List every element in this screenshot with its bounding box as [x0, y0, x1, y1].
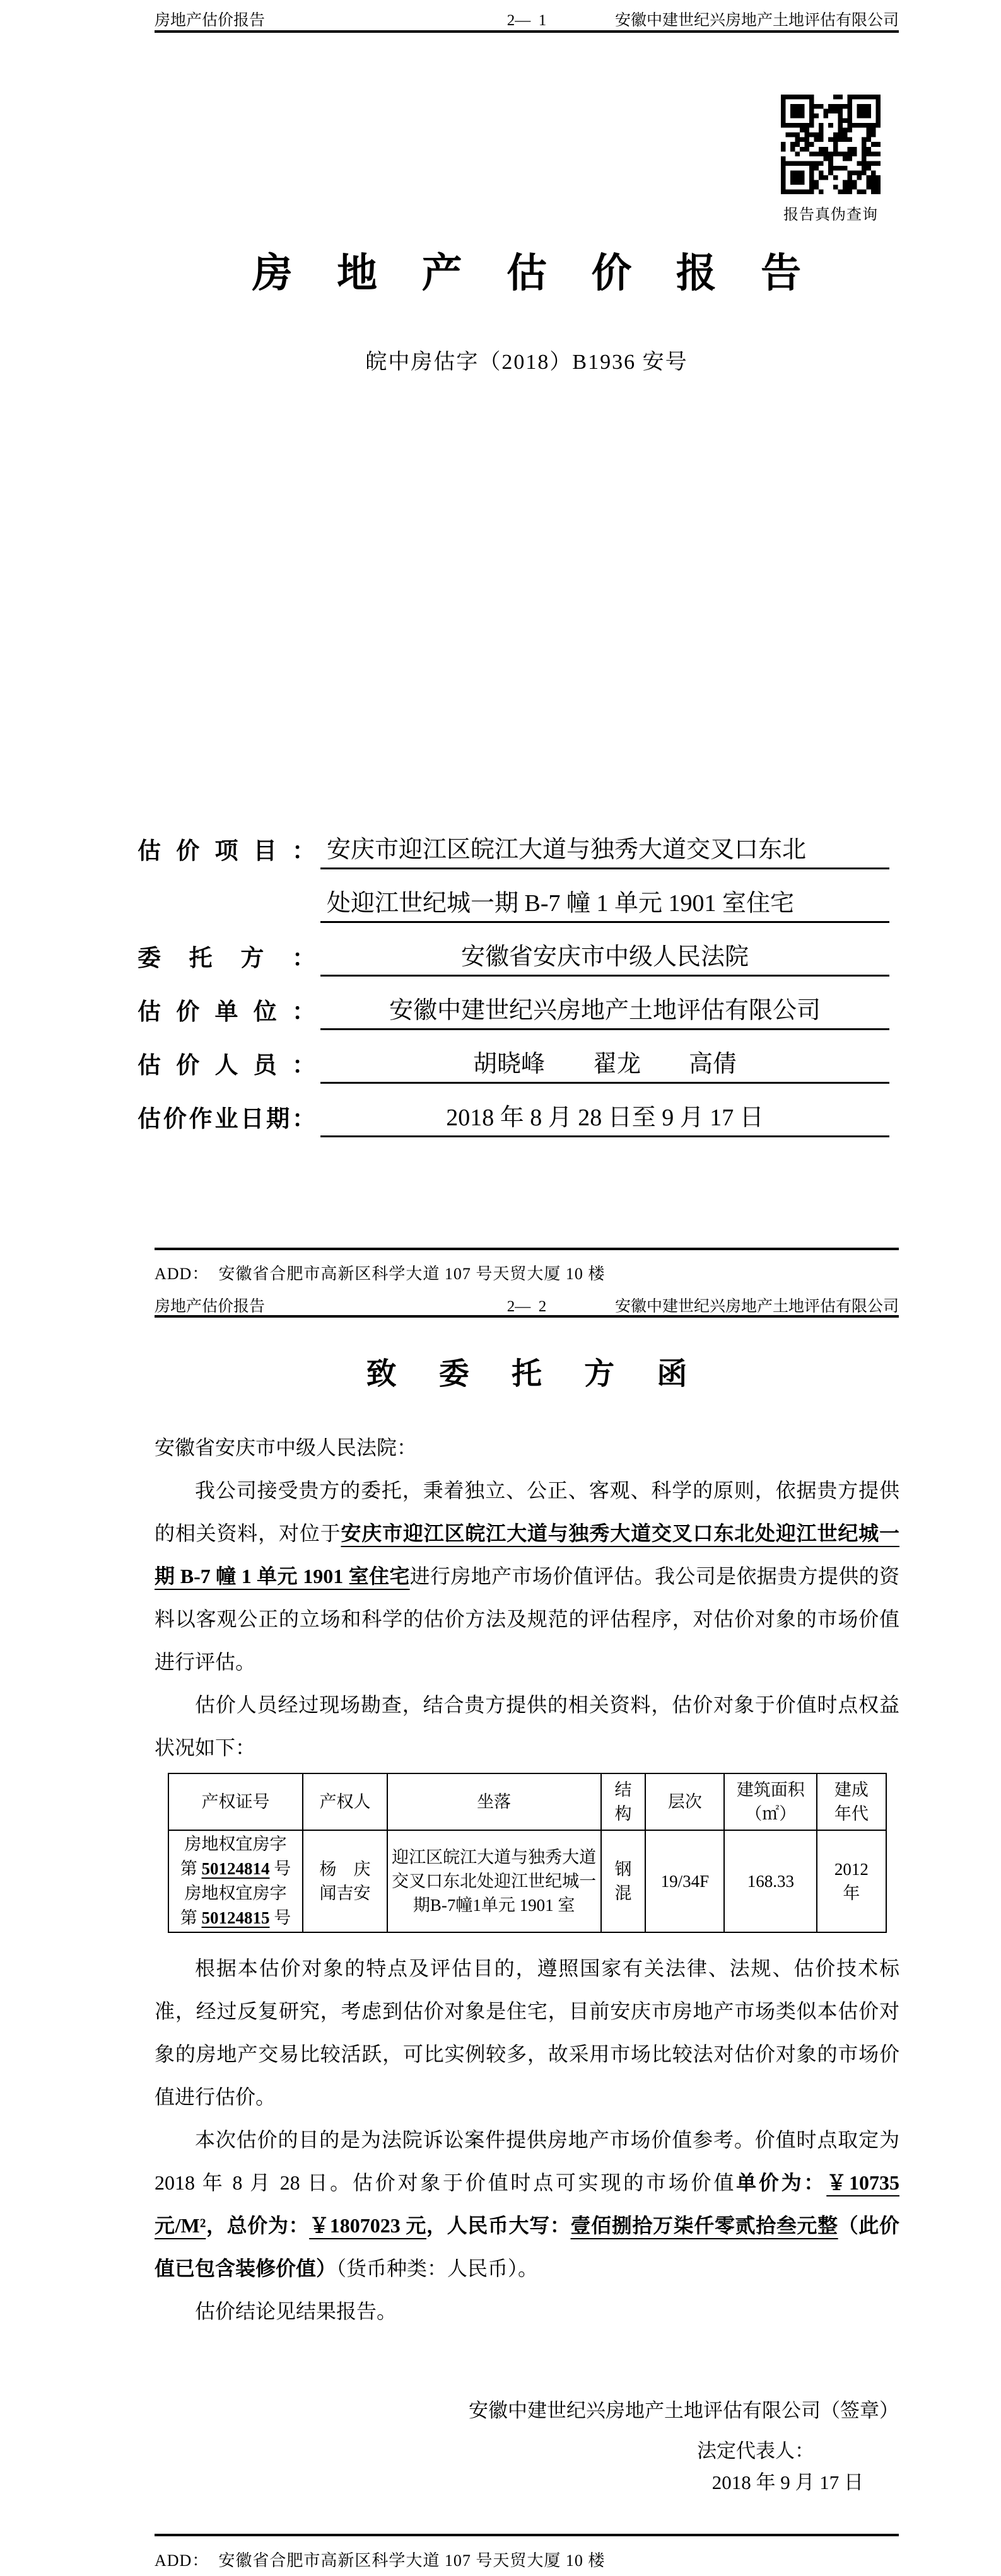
col-location: 坐落 — [387, 1773, 601, 1830]
total-price-value: ￥1807023 元 — [309, 2214, 427, 2237]
paragraph-5: 估价结论见结果报告。 — [195, 2300, 397, 2323]
letter-body — [155, 1426, 899, 2333]
unit-price-value: ￥10735 元/M² — [155, 2171, 899, 2237]
cell-location: 迎江区皖江大道与独秀大道交叉口东北处迎江世纪城一期B-7幢1单元 1901 室 — [387, 1830, 601, 1932]
table-row — [168, 1830, 886, 1932]
cert-prefix: 第 — [180, 1908, 197, 1927]
field-agency-value: 安徽中建世纪兴房地产土地评估有限公司 — [320, 995, 889, 1030]
field-row-date — [138, 1084, 889, 1137]
field-project-value-line1: 安庆市迎江区皖江大道与独秀大道交叉口东北 — [320, 834, 889, 869]
col-year-line1: 建成 — [834, 1780, 869, 1799]
field-row-project-cont — [138, 869, 889, 923]
field-date-label: 估价作业日期： — [138, 1106, 315, 1132]
field-row-client — [138, 923, 889, 977]
running-head-doc-type: 房地产估价报告 — [155, 1298, 266, 1315]
col-area — [724, 1773, 817, 1830]
cert-suffix: 号 — [274, 1908, 291, 1927]
structure-line2: 混 — [614, 1884, 632, 1903]
signature-legal-rep: 法定代表人： — [697, 2440, 814, 2462]
cert-no-2: 50124815 — [201, 1908, 270, 1927]
field-client-label: 委托方： — [138, 946, 315, 972]
property-rights-table — [168, 1773, 887, 1933]
total-price-label: 总价为： — [226, 2214, 310, 2237]
field-agency-label: 估价单位： — [138, 999, 315, 1025]
col-year-built — [817, 1773, 886, 1830]
paragraph-4-text: 本次估价的目的是为法院诉讼案件提供房地产市场价值参考。价值时点取定为 2018 年 8 月 28 日。估价对象于价值时点可实现的市场价值 — [155, 2128, 899, 2194]
page2-header-rule — [155, 1315, 899, 1318]
report-number: 皖中房估字（2018）B1936 安号 — [365, 351, 688, 374]
running-head-page-number: 2— 1 — [506, 12, 547, 29]
subject-property-emphasis: 安庆市迎江区皖江大道与独秀大道交叉口东北处迎江世纪城一期 B-7 幢 1 单元 1901 室住宅 — [155, 1522, 899, 1587]
qr-code — [781, 95, 881, 194]
col-area-line2: （㎡） — [745, 1804, 797, 1823]
cert-text: 房地权宜房字 — [184, 1884, 287, 1903]
field-row-agency — [138, 977, 889, 1030]
col-structure-line2: 构 — [614, 1804, 632, 1823]
year-line1: 2012 — [834, 1860, 869, 1879]
cert-prefix: 第 — [180, 1859, 197, 1878]
col-structure-line1: 结 — [614, 1780, 632, 1799]
unit-price-label: 单价为： — [736, 2171, 827, 2194]
qr-caption: 报告真伪查询 — [783, 207, 878, 223]
cell-area: 168.33 — [724, 1830, 817, 1932]
year-line2: 年 — [843, 1884, 860, 1903]
report-title: 房地产估价报告 — [252, 251, 846, 296]
col-owner: 产权人 — [303, 1773, 387, 1830]
field-staff-label: 估价人员： — [138, 1053, 315, 1079]
salutation: 安徽省安庆市中级人民法院： — [155, 1436, 418, 1459]
cell-owner — [303, 1830, 387, 1932]
page2-footer-rule — [155, 2534, 899, 2536]
cell-year-built — [817, 1830, 886, 1932]
running-head-page-number: 2— 2 — [506, 1298, 547, 1315]
running-head-company: 安徽中建世纪兴房地产土地评估有限公司 — [614, 12, 899, 29]
field-label-spacer — [138, 920, 315, 923]
field-project-label: 估价项目： — [138, 838, 315, 864]
paragraph-4 — [155, 2118, 899, 2290]
col-area-line1: 建筑面积 — [736, 1780, 805, 1799]
cell-cert-number — [168, 1830, 303, 1932]
cert-suffix: 号 — [274, 1859, 291, 1878]
qr-block — [781, 95, 881, 224]
paragraph-1-text: 进行房地产市场价值评估。我公司是依据贵方提供的资料以客观公正的立场和科学的估价方法及规范的评估程序，对估价对象的市场价值进行评估。 — [155, 1565, 899, 1673]
paragraph-3: 根据本估价对象的特点及评估目的，遵照国家有关法律、法规、估价技术标准，经过反复研究，考虑到估价对象是住宅，目前安庆市房地产市场类似本估价对象的房地产交易比较活跃，可比实例较多，故采用市场比较法对估价对象的市场价值进行估价。 — [155, 1957, 899, 2108]
col-year-line2: 年代 — [834, 1804, 869, 1823]
field-client-value: 安徽省安庆市中级人民法院 — [320, 941, 889, 977]
page2-running-head — [155, 1294, 899, 1316]
paragraph-1 — [155, 1469, 899, 1683]
field-project-value-line2: 处迎江世纪城一期 B-7 幢 1 单元 1901 室住宅 — [320, 888, 889, 923]
cell-floor: 19/34F — [645, 1830, 724, 1932]
owner-name-2: 闻吉安 — [319, 1884, 371, 1903]
running-head-doc-type: 房地产估价报告 — [155, 12, 266, 29]
cover-fields — [138, 816, 889, 1137]
field-date-value: 2018 年 8 月 28 日至 9 月 17 日 — [320, 1102, 889, 1137]
structure-line1: 钢 — [614, 1860, 632, 1879]
signature-company: 安徽中建世纪兴房地产土地评估有限公司（签章） — [469, 2399, 899, 2422]
table-header-row — [168, 1773, 886, 1830]
field-staff-value: 胡晓峰 翟龙 高倩 — [320, 1048, 889, 1084]
page1-footer-rule — [155, 1248, 899, 1250]
cell-structure — [601, 1830, 646, 1932]
paragraph-2: 估价人员经过现场勘查，结合贵方提供的相关资料，估价对象于价值时点权益状况如下： — [155, 1693, 899, 1759]
cert-number-2 — [173, 1906, 299, 1930]
running-head-company: 安徽中建世纪兴房地产土地评估有限公司 — [614, 1298, 899, 1315]
currency-note: （货币种类：人民币）。 — [336, 2257, 539, 2280]
capital-amount-value: 壹佰捌拾万柒仟零贰拾叁元整 — [570, 2214, 838, 2237]
page1-running-head — [155, 8, 899, 30]
col-cert-number: 产权证号 — [168, 1773, 303, 1830]
owner-name-1: 杨 庆 — [319, 1860, 371, 1879]
paragraph-1-text: 我公司接受贵方的委托，秉着独立、公正、客观、科学的原则，依据贵方提供的相关资料，对位于 — [155, 1479, 899, 1545]
paragraph-4-bold-text: ， — [206, 2214, 227, 2237]
cert-no-1: 50124814 — [201, 1859, 270, 1878]
page1-footer-address: ADD： 安徽省合肥市高新区科学大道 107 号天贸大厦 10 楼 — [155, 1265, 606, 1283]
decoration-note: （此价值已包含装修价值） — [155, 2214, 899, 2280]
col-floor: 层次 — [645, 1773, 724, 1830]
letter-title: 致委托方函 — [366, 1357, 730, 1391]
page1-header-rule — [155, 30, 899, 33]
field-row-project — [138, 816, 889, 869]
cert-number-1 — [173, 1857, 299, 1881]
field-row-staff — [138, 1030, 889, 1084]
cert-text: 房地权宜房字 — [184, 1835, 287, 1854]
col-structure — [601, 1773, 646, 1830]
page2-footer-address: ADD： 安徽省合肥市高新区科学大道 107 号天贸大厦 10 楼 — [155, 2551, 606, 2570]
capital-amount-label: ，人民币大写： — [426, 2214, 571, 2237]
signature-date: 2018 年 9 月 17 日 — [711, 2471, 863, 2493]
